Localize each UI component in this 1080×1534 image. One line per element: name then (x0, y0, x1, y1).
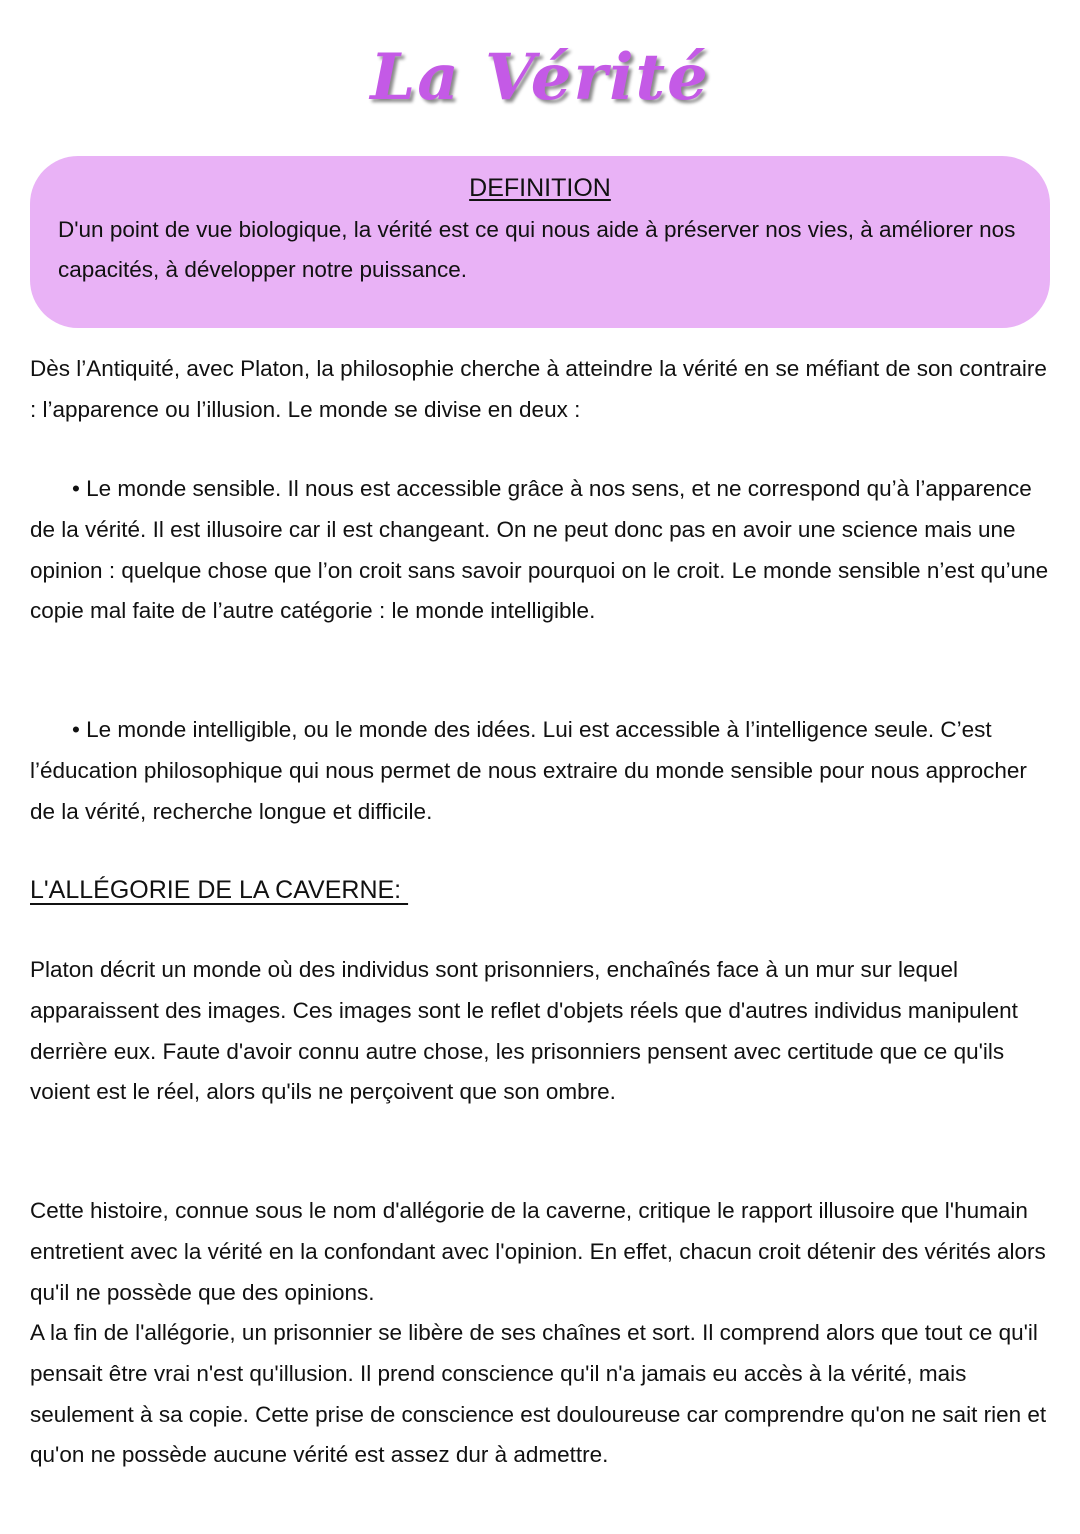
bullet-monde-intelligible: • Le monde intelligible, ou le monde des idées. Lui est accessible à l’intelligence seule. C’est l’éducation philosophique qui nous permet de nous extraire du monde sensible pour nous approcher de la vérité, recherche longue et difficile. (30, 717, 1027, 824)
section-heading-allegorie: L'ALLÉGORIE DE LA CAVERNE: (30, 876, 409, 904)
allegorie-paragraph-1: Platon décrit un monde où des individus sont prisonniers, enchaînés face à un mur sur lequel apparaissent des images. Ces images sont le reflet d'objets réels que d'autres individus manipulent derrière eux. Faute d'avoir connu autre chose, les prisonniers pensent avec certitude que ce qu'ils voient est le réel, alors qu'ils ne perçoivent que son ombre. (30, 957, 1018, 1105)
allegorie-paragraph-2: Cette histoire, connue sous le nom d'allégorie de la caverne, critique le rapport illusoire que l'humain entretient avec la vérité en la confondant avec l'opinion. En effet, chacun croit détenir des vérités alors qu'il ne possède que des opinions. (30, 1198, 1046, 1305)
intro-paragraph: Dès l’Antiquité, avec Platon, la philosophie cherche à atteindre la vérité en se méfiant de son contraire : l’apparence ou l’illusion. Le monde se divise en deux : (30, 356, 1047, 422)
definition-text: D'un point de vue biologique, la vérité est ce qui nous aide à préserver nos vies, à améliorer nos capacités, à développer notre puissance. (58, 217, 1016, 282)
bullet-monde-sensible: • Le monde sensible. Il nous est accessible grâce à nos sens, et ne correspond qu’à l’apparence de la vérité. Il est illusoire car il est changeant. On ne peut donc pas en avoir une science mais une opinion : quelque chose que l’on croit sans savoir pourquoi on le croit. Le monde sensible n’est qu’une copie mal faite de l’autre catégorie : le monde intelligible. (30, 476, 1049, 624)
allegorie-paragraph-3: A la fin de l'allégorie, un prisonnier se libère de ses chaînes et sort. Il comprend alors que tout ce qu'il pensait être vrai n'est qu'illusion. Il prend conscience qu'il n'a jamais eu accès à la vérité, mais seulement à sa copie. Cette prise de conscience est douloureuse car comprendre qu'on ne sait rien et qu'on ne possède aucune vérité est assez dur à admettre. (30, 1320, 1047, 1468)
definition-heading: DEFINITION (469, 174, 611, 202)
page-title: La Vérité (370, 40, 710, 115)
